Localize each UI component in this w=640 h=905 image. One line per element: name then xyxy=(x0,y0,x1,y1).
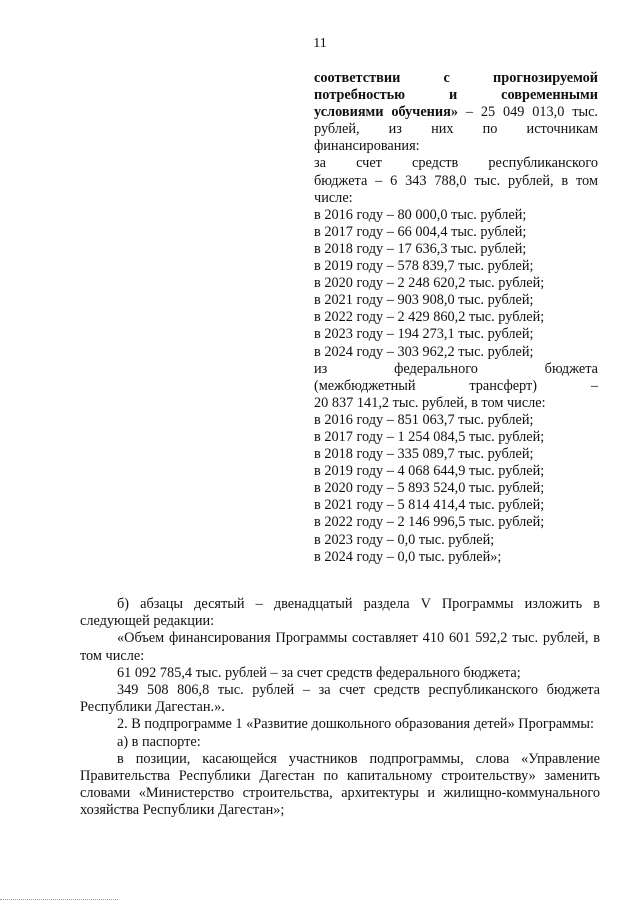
republic-year-2023: в 2023 году – 194 273,1 тыс. рублей; xyxy=(314,326,534,343)
federal-line-1: из федерального бюджета xyxy=(314,360,598,377)
total-line-2: рублей, из них по источникам xyxy=(314,121,598,138)
federal-year-2019: в 2019 году – 4 068 644,9 тыс. рублей; xyxy=(314,463,545,480)
federal-year-2024: в 2024 году – 0,0 тыс. рублей»; xyxy=(314,548,502,565)
republic-year-2022: в 2022 году – 2 429 860,2 тыс. рублей; xyxy=(314,309,545,326)
heading-line-2: потребностью и современными xyxy=(314,87,598,104)
paragraph-item-2: 2. В подпрограмме 1 «Развитие дошкольного образования детей» Программы: xyxy=(117,716,594,733)
federal-year-2017: в 2017 году – 1 254 084,5 тыс. рублей; xyxy=(314,428,545,445)
republic-year-2019: в 2019 году – 578 839,7 тыс. рублей; xyxy=(314,258,534,275)
paragraph-item-a: а) в паспорте: xyxy=(117,733,201,750)
republic-year-2020: в 2020 году – 2 248 620,2 тыс. рублей; xyxy=(314,275,545,292)
republic-line-3: числе: xyxy=(314,189,353,206)
page-number: 11 xyxy=(313,36,327,51)
republic-year-2021: в 2021 году – 903 908,0 тыс. рублей; xyxy=(314,292,534,309)
document-body xyxy=(80,596,600,820)
federal-line-2: (межбюджетный трансферт) – xyxy=(314,377,598,394)
total-line-3: финансирования: xyxy=(314,138,420,155)
footer-divider xyxy=(0,899,118,900)
federal-year-2020: в 2020 году – 5 893 524,0 тыс. рублей; xyxy=(314,480,545,497)
republic-year-2024: в 2024 году – 303 962,2 тыс. рублей; xyxy=(314,343,534,360)
paragraph-volume: «Объем финансирования Программы составляет 410 601 592,2 тыс. рублей, в том числе: xyxy=(80,630,600,664)
paragraph-republic-total: 349 508 806,8 тыс. рублей – за счет средств республиканского бюджета Республики Дагестан.». xyxy=(80,682,600,716)
heading-tail: условиями обучения» xyxy=(314,104,459,121)
federal-year-2021: в 2021 году – 5 814 414,4 тыс. рублей; xyxy=(314,497,545,514)
republic-line-1: за счет средств республиканского xyxy=(314,155,598,172)
republic-year-2016: в 2016 году – 80 000,0 тыс. рублей; xyxy=(314,206,527,223)
federal-line-3: 20 837 141,2 тыс. рублей, в том числе: xyxy=(314,394,546,411)
total-amount: – 25 049 013,0 тыс. xyxy=(458,104,598,121)
republic-year-2017: в 2017 году – 66 004,4 тыс. рублей; xyxy=(314,223,527,240)
federal-year-2022: в 2022 году – 2 146 996,5 тыс. рублей; xyxy=(314,514,545,531)
federal-year-2018: в 2018 году – 335 089,7 тыс. рублей; xyxy=(314,446,534,463)
paragraph-position: в позиции, касающейся участников подпрограммы, слова «Управление Правительства Республики Дагестан по капитальному строительству» заменить словами «Министерство строительства, архитектуры и жилищно-коммунального хозяйства Республики Дагестан»; xyxy=(80,750,600,819)
paragraph-federal-total: 61 092 785,4 тыс. рублей – за счет средств федерального бюджета; xyxy=(117,664,521,681)
right-column-financing xyxy=(314,70,598,566)
heading-line-1: соответствии с прогнозируемой xyxy=(314,70,598,86)
heading-total-line xyxy=(314,104,598,121)
federal-year-2016: в 2016 году – 851 063,7 тыс. рублей; xyxy=(314,411,534,428)
paragraph-item-b: б) абзацы десятый – двенадцатый раздела V Программы изложить в следующей редакции: xyxy=(80,596,600,630)
republic-year-2018: в 2018 году – 17 636,3 тыс. рублей; xyxy=(314,240,527,257)
federal-year-2023: в 2023 году – 0,0 тыс. рублей; xyxy=(314,531,495,548)
republic-line-2: бюджета – 6 343 788,0 тыс. рублей, в том xyxy=(314,172,598,189)
